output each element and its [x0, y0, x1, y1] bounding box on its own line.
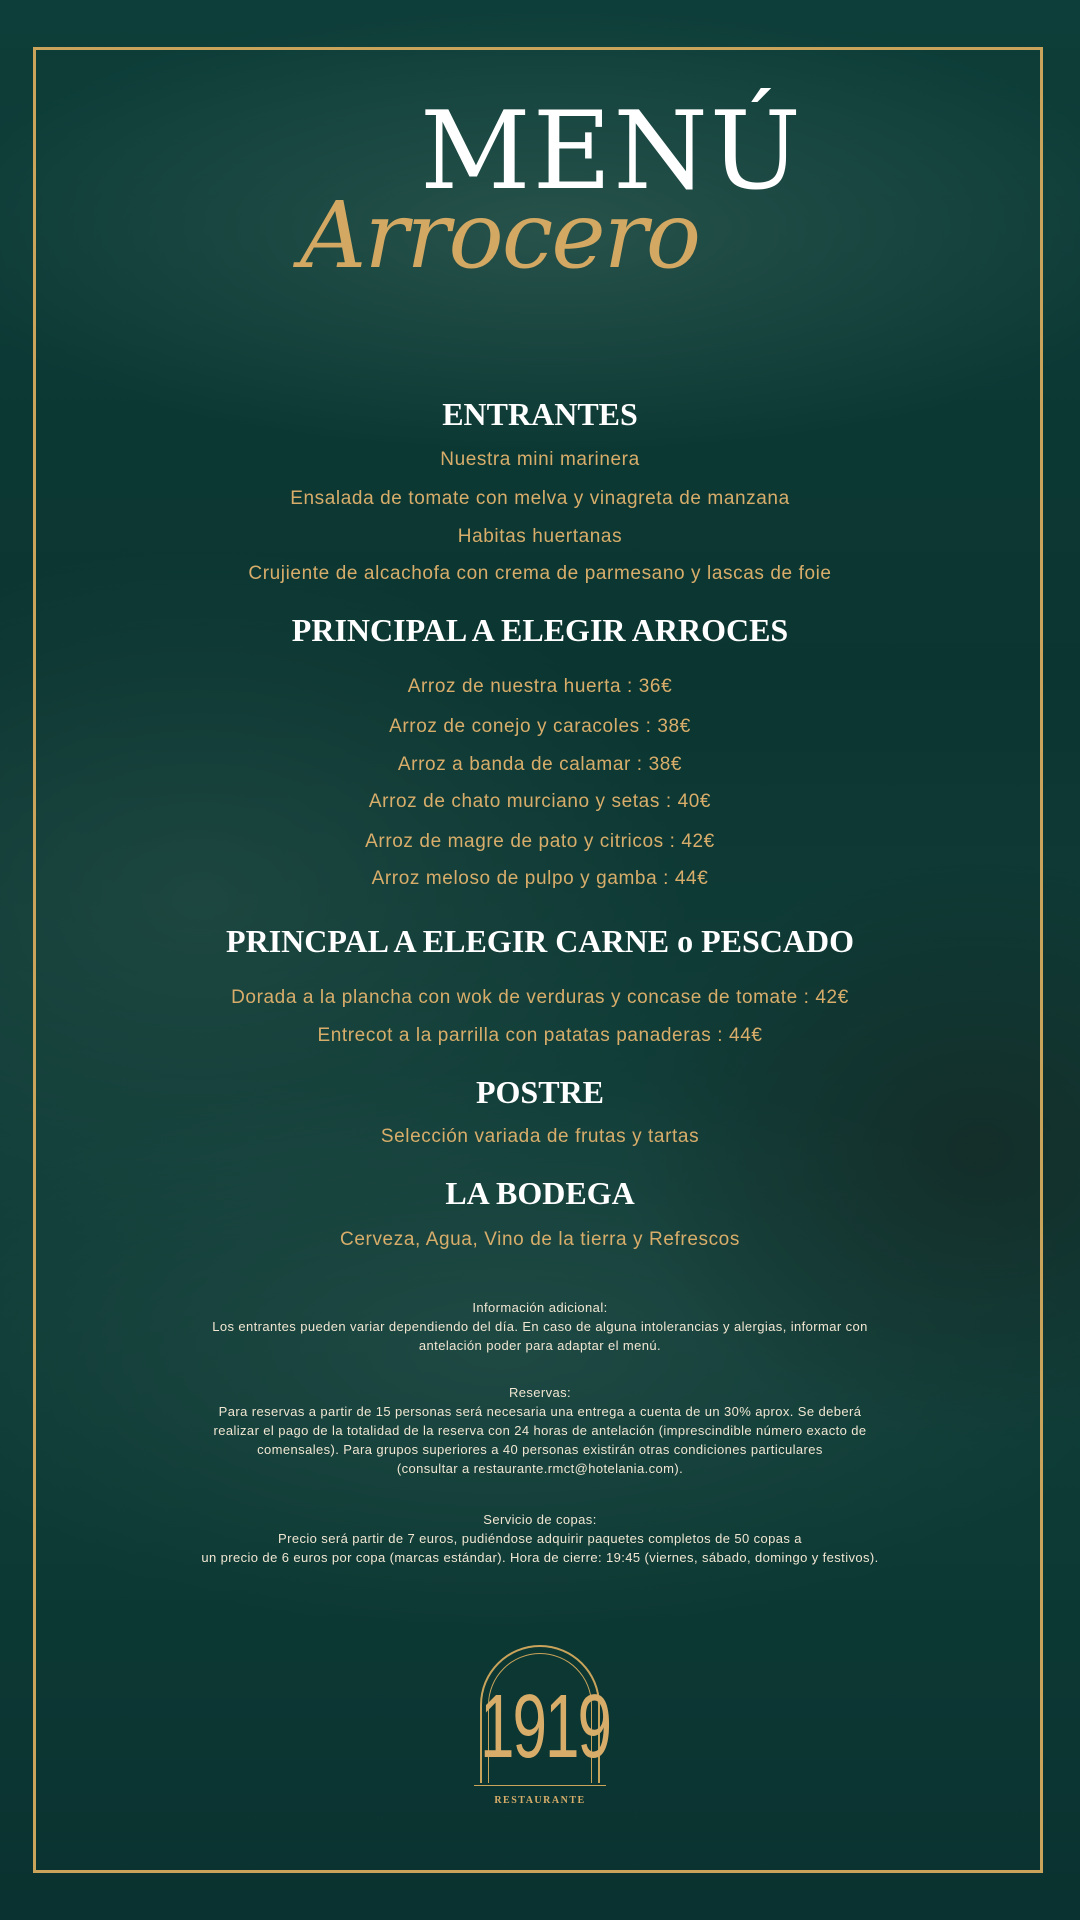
info-adicional-block — [60, 1298, 1020, 1355]
info-text-line: Precio será partir de 7 euros, pudiéndose adquirir paquetes completos de 50 copas a — [278, 1531, 802, 1546]
info-text-line: un precio de 6 euros por copa (marcas estándar). Hora de cierre: 19:45 (viernes, sábado, domingo y festivos). — [201, 1550, 879, 1565]
menu-item: Selección variada de frutas y tartas — [380, 1126, 700, 1147]
menu-item: Arroz de magre de pato y citricos : 42€ — [365, 831, 715, 852]
menu-item: Dorada a la plancha con wok de verduras y concase de tomate : 42€ — [231, 987, 849, 1008]
info-copas-title: Servicio de copas: — [483, 1512, 597, 1527]
menu-item: Arroz de conejo y caracoles : 38€ — [389, 716, 691, 737]
menu-item: Arroz de nuestra huerta : 36€ — [407, 676, 673, 697]
section-heading-arroces: PRINCIPAL A ELEGIR ARROCES — [291, 612, 789, 648]
menu-item: Cerveza, Agua, Vino de la tierra y Refrescos — [340, 1229, 740, 1250]
menu-item: Entrecot a la parrilla con patatas panaderas : 44€ — [317, 1025, 763, 1046]
info-reservas-title: Reservas: — [508, 1385, 572, 1400]
section-heading-entrantes: ENTRANTES — [442, 396, 638, 432]
info-adicional-title: Información adicional: — [472, 1300, 608, 1315]
gold-frame-border — [33, 47, 1043, 1873]
menu-subtitle-script: Arrocero — [300, 182, 700, 289]
info-text-line: Los entrantes pueden variar dependiendo del día. En caso de alguna intolerancias y alergias, informar con — [212, 1319, 868, 1334]
section-heading-carne-pescado: PRINCPAL A ELEGIR CARNE o PESCADO — [226, 923, 854, 959]
section-heading-postre: POSTRE — [475, 1074, 605, 1110]
menu-item: Ensalada de tomate con melva y vinagreta de manzana — [290, 488, 790, 509]
menu-item: Arroz a banda de calamar : 38€ — [397, 754, 683, 775]
menu-title: MENÚ — [420, 89, 803, 214]
restaurant-logo — [480, 1645, 610, 1815]
logo-label: RESTAURANTE — [494, 1795, 586, 1806]
section-heading-bodega: LA BODEGA — [445, 1175, 635, 1211]
logo-divider — [474, 1785, 606, 1786]
menu-item: Habitas huertanas — [457, 526, 623, 547]
info-text-line: comensales). Para grupos superiores a 40 personas existirán otras condiciones particulares — [257, 1442, 823, 1457]
info-copas-block — [60, 1510, 1020, 1567]
menu-item: Arroz de chato murciano y setas : 40€ — [368, 791, 712, 812]
info-reservas-block — [60, 1383, 1020, 1478]
info-text-line: Para reservas a partir de 15 personas será necesaria una entrega a cuenta de un 30% aprox. Se deberá — [218, 1404, 862, 1419]
menu-item: Arroz meloso de pulpo y gamba : 44€ — [371, 868, 709, 889]
menu-item: Crujiente de alcachofa con crema de parmesano y lascas de foie — [248, 563, 832, 584]
info-text-line: antelación poder para adaptar el menú. — [418, 1338, 662, 1353]
info-text-line: realizar el pago de la totalidad de la reserva con 24 horas de antelación (imprescindible número exacto de — [213, 1423, 867, 1438]
logo-number: 1919 — [480, 1677, 610, 1778]
menu-item: Nuestra mini marinera — [440, 449, 640, 470]
info-text-line: (consultar a restaurante.rmct@hotelania.com). — [396, 1461, 684, 1476]
